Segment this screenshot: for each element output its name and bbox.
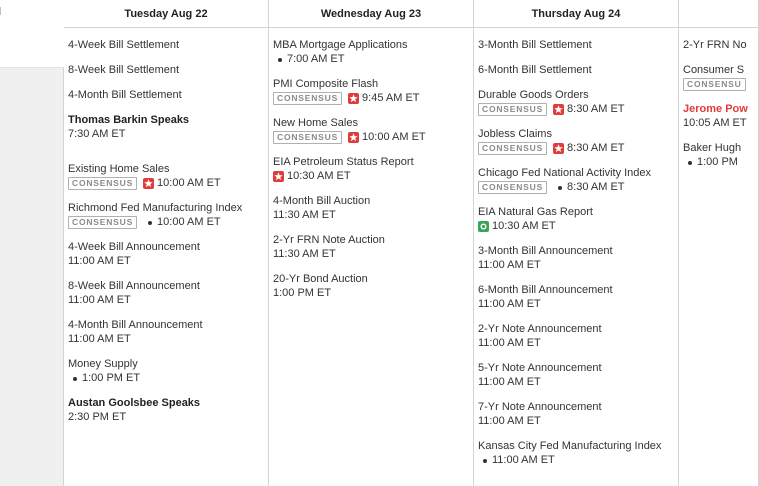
event-title[interactable]: Richmond Fed Manufacturing Index: [68, 202, 243, 214]
calendar-event[interactable]: [68, 39, 264, 52]
event-meta: [273, 209, 469, 222]
consensus-badge[interactable]: CONSENSUS: [273, 131, 342, 144]
event-title[interactable]: Money Supply: [68, 358, 138, 370]
event-title[interactable]: 4-Month Bill Auction: [273, 195, 371, 207]
calendar-event[interactable]: [478, 39, 674, 52]
event-title[interactable]: Thomas Barkin Speaks: [68, 114, 190, 126]
calendar-event[interactable]: [683, 103, 754, 130]
event-time: 1:00 PM: [697, 156, 738, 168]
event-list: [474, 28, 678, 467]
event-meta: [273, 287, 469, 300]
event-time: 2:30 PM ET: [68, 411, 127, 423]
calendar-event[interactable]: [683, 142, 754, 169]
calendar-event[interactable]: [273, 273, 469, 300]
event-time: 11:00 AM ET: [478, 298, 541, 310]
event-title[interactable]: 20-Yr Bond Auction: [273, 273, 368, 285]
event-time: 10:00 AM ET: [157, 177, 221, 189]
event-title[interactable]: Jobless Claims: [478, 128, 552, 140]
event-meta: [68, 333, 264, 346]
event-time: 10:00 AM ET: [362, 131, 426, 143]
bullet-icon: [73, 377, 77, 381]
star-importance-icon: [143, 178, 154, 189]
consensus-badge[interactable]: CONSENSUS: [68, 216, 137, 229]
event-time: 7:00 AM ET: [287, 53, 345, 65]
day-header: Thursday Aug 24: [474, 0, 678, 28]
calendar-event[interactable]: [478, 284, 674, 311]
event-title[interactable]: Durable Goods Orders: [478, 89, 589, 101]
event-meta: [683, 156, 754, 169]
event-title[interactable]: 6-Month Bill Announcement: [478, 284, 613, 296]
consensus-badge[interactable]: CONSENSUS: [478, 181, 547, 194]
event-title[interactable]: 7-Yr Note Announcement: [478, 401, 602, 413]
event-meta: [273, 170, 469, 183]
time-column: [0, 0, 64, 486]
day-column-tuesday: [64, 0, 269, 486]
event-meta: [478, 103, 674, 116]
event-time: 11:00 AM ET: [478, 337, 541, 349]
event-title[interactable]: 4-Week Bill Settlement: [68, 39, 180, 51]
event-title[interactable]: Jerome Pow: [683, 103, 748, 115]
event-meta: [68, 294, 264, 307]
event-time: 10:30 AM ET: [287, 170, 351, 182]
event-time: 11:00 AM ET: [68, 294, 131, 306]
event-time: 8:30 AM ET: [567, 103, 625, 115]
event-title[interactable]: 4-Week Bill Announcement: [68, 241, 200, 253]
event-title[interactable]: 2-Yr FRN Note Auction: [273, 234, 385, 246]
bullet-icon: [558, 186, 562, 190]
event-time: 11:00 AM ET: [478, 415, 541, 427]
event-title[interactable]: Baker Hugh: [683, 142, 742, 154]
star-importance-icon: [553, 104, 564, 115]
event-list: [269, 28, 473, 300]
event-title[interactable]: Chicago Fed National Activity Index: [478, 167, 652, 179]
day-header: Tuesday Aug 22: [64, 0, 268, 28]
event-time: 8:30 AM ET: [567, 181, 625, 193]
star-importance-icon: [348, 93, 359, 104]
event-meta: [273, 92, 469, 105]
event-meta: [68, 177, 264, 190]
day-column-thursday: [474, 0, 679, 486]
event-title[interactable]: EIA Petroleum Status Report: [273, 156, 414, 168]
event-title[interactable]: 3-Month Bill Announcement: [478, 245, 613, 257]
event-title[interactable]: MBA Mortgage Applications: [273, 39, 408, 51]
event-time: 11:00 AM ET: [68, 255, 131, 267]
event-meta: [478, 454, 674, 467]
calendar-event[interactable]: [478, 167, 674, 194]
event-title[interactable]: 8-Week Bill Announcement: [68, 280, 200, 292]
event-meta: [683, 78, 754, 91]
calendar-event[interactable]: [68, 241, 264, 268]
event-title[interactable]: 4-Month Bill Settlement: [68, 89, 182, 101]
event-time: 10:30 AM ET: [492, 220, 556, 232]
event-meta: [478, 337, 674, 350]
event-title[interactable]: EIA Natural Gas Report: [478, 206, 593, 218]
calendar-event[interactable]: [273, 117, 469, 144]
event-time: 8:30 AM ET: [567, 142, 625, 154]
event-time: 11:00 AM ET: [478, 259, 541, 271]
event-time: 11:00 AM ET: [492, 454, 555, 466]
event-meta: [68, 255, 264, 268]
calendar-event[interactable]: [68, 202, 264, 229]
calendar-event[interactable]: [68, 397, 264, 424]
event-time: 1:00 PM ET: [273, 287, 332, 299]
bullet-icon: [483, 459, 487, 463]
event-time: 7:30 AM ET: [68, 128, 126, 140]
calendar-event[interactable]: [68, 64, 264, 77]
event-title[interactable]: Existing Home Sales: [68, 163, 170, 175]
consensus-badge[interactable]: CONSENSUS: [68, 177, 137, 190]
event-meta: [478, 220, 674, 233]
calendar-event[interactable]: [478, 362, 674, 389]
calendar-event[interactable]: [478, 128, 674, 155]
event-meta: [478, 415, 674, 428]
clipped-header-text: [0, 6, 1, 18]
green-importance-icon: [478, 221, 489, 232]
bullet-icon: [148, 221, 152, 225]
calendar-event[interactable]: [683, 64, 754, 91]
calendar-event[interactable]: [478, 401, 674, 428]
star-importance-icon: [273, 171, 284, 182]
event-time: 11:30 AM ET: [273, 209, 336, 221]
calendar-event[interactable]: [478, 89, 674, 116]
calendar-event[interactable]: [68, 114, 264, 141]
calendar-event[interactable]: [478, 245, 674, 272]
event-meta: [478, 142, 674, 155]
event-meta: [478, 181, 674, 194]
event-meta: [273, 131, 469, 144]
event-meta: [478, 259, 674, 272]
calendar-event[interactable]: [68, 319, 264, 346]
event-time: 11:00 AM ET: [478, 376, 541, 388]
day-column-friday: [679, 0, 759, 486]
event-title[interactable]: 5-Yr Note Announcement: [478, 362, 602, 374]
event-title[interactable]: 8-Week Bill Settlement: [68, 64, 180, 76]
day-header: [679, 0, 758, 28]
calendar-event[interactable]: [478, 206, 674, 233]
calendar-event[interactable]: [478, 440, 674, 467]
event-meta: [68, 411, 264, 424]
calendar-event[interactable]: [273, 39, 469, 66]
calendar-event[interactable]: [68, 358, 264, 385]
calendar-event[interactable]: [273, 156, 469, 183]
calendar-event[interactable]: [68, 89, 264, 102]
consensus-badge[interactable]: CONSENSU: [683, 78, 746, 91]
day-header: Wednesday Aug 23: [269, 0, 473, 28]
calendar-event[interactable]: [68, 280, 264, 307]
event-meta: [683, 117, 754, 130]
event-list: [64, 28, 268, 424]
calendar-event[interactable]: [273, 195, 469, 222]
calendar-event[interactable]: [478, 64, 674, 77]
event-meta: [68, 372, 264, 385]
time-column-header: [0, 0, 64, 68]
calendar-event[interactable]: [273, 234, 469, 261]
event-title[interactable]: 2-Yr Note Announcement: [478, 323, 602, 335]
event-meta: [478, 298, 674, 311]
calendar-event[interactable]: [68, 163, 264, 190]
event-time: 10:05 AM ET: [683, 117, 747, 129]
calendar-event[interactable]: [478, 323, 674, 350]
event-time: 11:30 AM ET: [273, 248, 336, 260]
event-meta: [68, 128, 264, 141]
event-title[interactable]: Consumer S: [683, 64, 745, 76]
event-title[interactable]: PMI Composite Flash: [273, 78, 379, 90]
consensus-badge[interactable]: CONSENSUS: [478, 103, 547, 116]
calendar-event[interactable]: [273, 78, 469, 105]
event-title[interactable]: 2-Yr FRN No: [683, 39, 747, 51]
event-meta: [478, 376, 674, 389]
bullet-icon: [688, 161, 692, 165]
star-importance-icon: [348, 132, 359, 143]
event-title[interactable]: 3-Month Bill Settlement: [478, 39, 592, 51]
event-title[interactable]: New Home Sales: [273, 117, 358, 129]
event-time: 9:45 AM ET: [362, 92, 420, 104]
event-time: 10:00 AM ET: [157, 216, 221, 228]
consensus-badge[interactable]: CONSENSUS: [478, 142, 547, 155]
calendar-event[interactable]: [683, 39, 754, 52]
event-list: [679, 28, 758, 169]
day-column-wednesday: [269, 0, 474, 486]
star-importance-icon: [553, 143, 564, 154]
consensus-badge[interactable]: CONSENSUS: [273, 92, 342, 105]
event-time: 1:00 PM ET: [82, 372, 141, 384]
event-time: 11:00 AM ET: [68, 333, 131, 345]
event-title[interactable]: Kansas City Fed Manufacturing Index: [478, 440, 662, 452]
event-title[interactable]: 6-Month Bill Settlement: [478, 64, 592, 76]
event-title[interactable]: 4-Month Bill Announcement: [68, 319, 203, 331]
event-meta: [273, 53, 469, 66]
event-meta: [273, 248, 469, 261]
event-meta: [68, 216, 264, 229]
event-title[interactable]: Austan Goolsbee Speaks: [68, 397, 201, 409]
bullet-icon: [278, 58, 282, 62]
